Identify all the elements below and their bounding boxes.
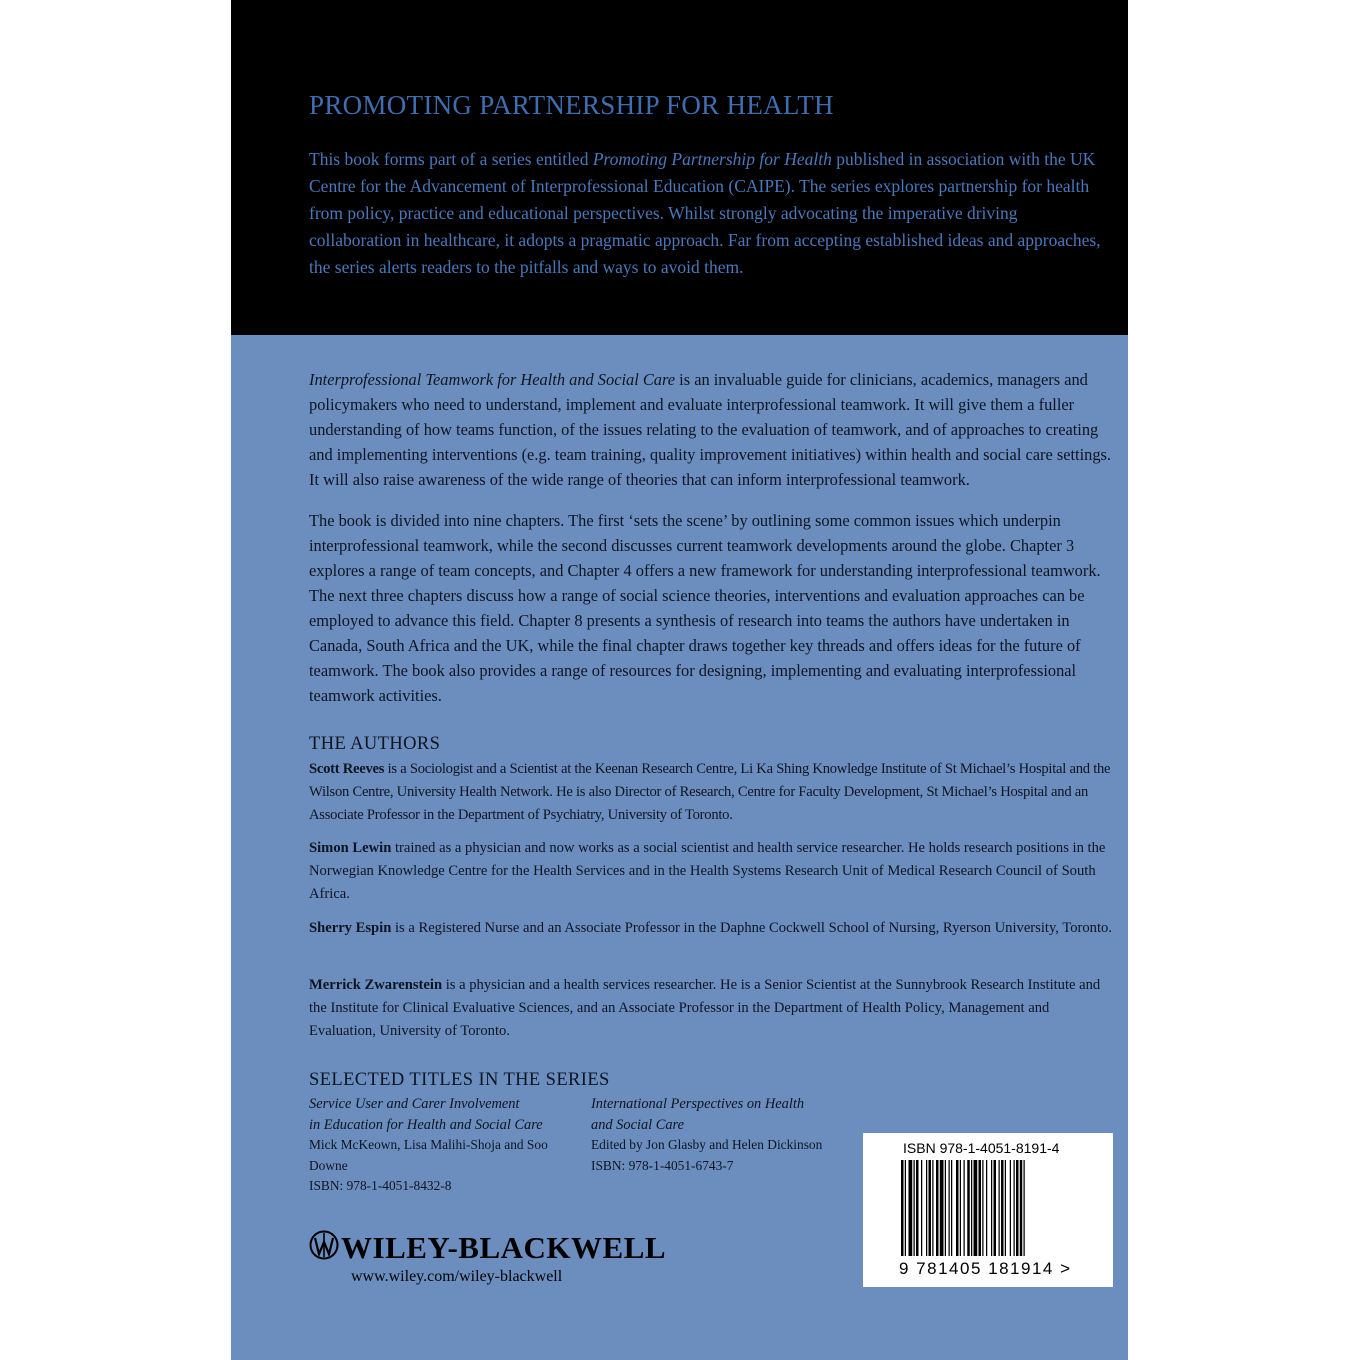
series-book-entry: [591, 1094, 851, 1176]
series-text-after: published in association with the UK Centre for the Advancement of Interprofessional Education (CAIPE). The series explores partnership for health from policy, practice and educational perspectives. Whilst strongly advocating the imperative driving collaboration in healthcare, it adopts a pragmatic approach. Far from accepting established ideas and approaches, the series alerts readers to the pitfalls and ways to avoid them.: [309, 149, 1101, 277]
barcode-isbn-label: ISBN 978-1-4051-8191-4: [903, 1140, 1060, 1156]
series-book-editors: Edited by Jon Glasby and Helen Dickinson: [591, 1137, 823, 1152]
series-band: [231, 0, 1128, 335]
author-name: Merrick Zwarenstein: [309, 977, 443, 993]
book-description-paragraph-2: The book is divided into nine chapters. The first ‘sets the scene’ by outlining some common issues which underpin interprofessional teamwork, while the second discusses current teamwork developments around the globe. Chapter 3 explores a range of team concepts, and Chapter 4 offers a new framework for understanding interprofessional teamwork. The next three chapters discuss how a range of social science theories, interventions and evaluation approaches can be employed to advance this field. Chapter 8 presents a synthesis of research into teams the authors have undertaken in Canada, South Africa and the UK, while the final chapter draws together key threads and offers ideas for the future of teamwork. The book also provides a range of resources for designing, implementing and evaluating interprofessional teamwork activities.: [309, 511, 1101, 705]
author-bio: [309, 837, 1117, 906]
series-title: Promoting Partnership for Health: [592, 149, 832, 169]
barcode-digits: 9 781405 181914 >: [899, 1259, 1072, 1278]
author-bio-text: is a Sociologist and a Scientist at the Keenan Research Centre, Li Ka Shing Knowledge Institute of St Michael’s Hospital and the Wilson Centre, University Health Network. He is also Director of Research, Centre for Faculty Development, St Michael’s Hospital and an Associate Professor in the Department of Psychiatry, University of Toronto.: [309, 761, 1111, 823]
series-book-isbn: ISBN: 978-1-4051-8432-8: [309, 1178, 452, 1193]
series-book-entry: [309, 1094, 579, 1197]
series-book-title-line-1: International Perspectives on Health: [591, 1096, 805, 1112]
author-bio-text: is a physician and a health services researcher. He is a Senior Scientist at the Sunnybrook Research Institute and the Institute for Clinical Evaluative Sciences, and an Associate Professor in the Department of Health Policy, Management and Evaluation, University of Toronto.: [309, 977, 1101, 1039]
series-text-before: This book forms part of a series entitled: [309, 149, 593, 169]
author-bio: [309, 917, 1117, 940]
barcode-panel: [863, 1133, 1113, 1287]
series-heading: PROMOTING PARTNERSHIP FOR HEALTH: [309, 90, 834, 120]
book-description-paragraph-1: [309, 367, 1117, 492]
barcode-graphic: [901, 1160, 1073, 1260]
author-bio: [309, 974, 1117, 1043]
back-cover: [231, 0, 1128, 1360]
selected-titles-heading: SELECTED TITLES IN THE SERIES: [309, 1070, 610, 1090]
series-book-title-line-2: in Education for Health and Social Care: [309, 1116, 543, 1133]
series-book-editors: Mick McKeown, Lisa Malihi-Shoja and Soo Downe: [309, 1137, 548, 1173]
author-name: Scott Reeves: [309, 761, 385, 777]
authors-heading: THE AUTHORS: [309, 734, 441, 754]
series-book-isbn: ISBN: 978-1-4051-6743-7: [591, 1157, 734, 1173]
author-name: Simon Lewin: [309, 840, 392, 856]
publisher-url[interactable]: www.wiley.com/wiley-blackwell: [351, 1268, 563, 1285]
publisher-name: WILEY-BLACKWELL: [341, 1230, 667, 1265]
author-name: Sherry Espin: [309, 920, 392, 936]
book-title: Interprofessional Teamwork for Health and Social Care: [309, 370, 676, 389]
author-bio: [309, 758, 1117, 827]
series-description: [309, 146, 1109, 281]
series-book-title-line-1: Service User and Carer Involvement: [309, 1096, 520, 1112]
series-book-title-line-2: and Social Care: [591, 1116, 684, 1133]
author-bio-text: trained as a physician and now works as a social scientist and health service researcher. He holds research positions in the Norwegian Knowledge Centre for the Health Services and in the Health Systems Research Unit of Medical Research Council of South Africa.: [309, 840, 1106, 902]
wiley-blackwell-logo-icon: [309, 1229, 339, 1263]
description-text-1: is an invaluable guide for clinicians, academics, managers and policymakers who need to understand, implement and evaluate interprofessional teamwork. It will give them a fuller understanding of how teams function, of the issues relating to the evaluation of teamwork, and of approaches to creating and implementing interventions (e.g. team training, quality improvement initiatives) within health and social care settings. It will also raise awareness of the wide range of theories that can inform interprofessional teamwork.: [309, 370, 1112, 489]
author-bio-text: is a Registered Nurse and an Associate Professor in the Daphne Cockwell School of Nursing, Ryerson University, Toronto.: [391, 920, 1112, 936]
